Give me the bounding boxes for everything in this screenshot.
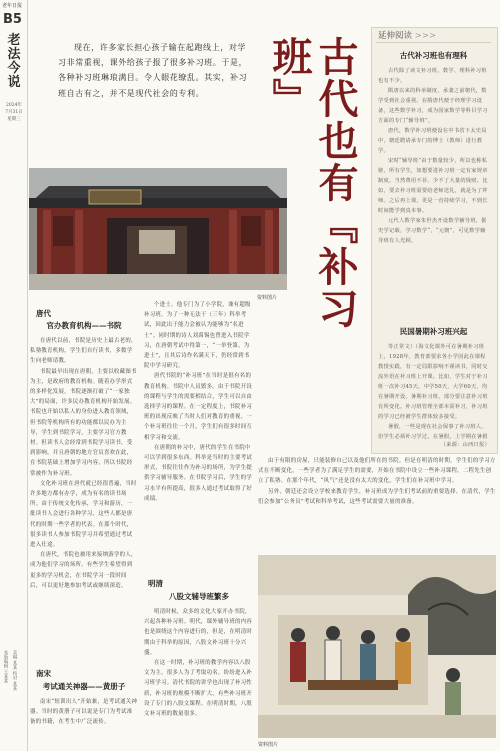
sidebar-a1-p5: 元代人数学家朱世杰开设数学辅导班，据史学记载，学习数学“，“元朝”，可见数学辅导班有人光顾。: [378, 218, 487, 244]
song-dynasty-heading: 南宋: [36, 669, 51, 678]
section-line-2: 今说: [7, 61, 21, 90]
academy-gate-illustration: [29, 168, 287, 290]
date-year: 2024年: [6, 103, 22, 108]
song-body-p1: 南宋“短训出人”开始兼，是考试通关神器。当时的黄册子可以说是专门为考试准备的书籍，在考生中广泛流传。: [30, 699, 138, 726]
ancient-painting-photo: [258, 555, 496, 738]
tang-subtitle: 官办教育机构——书院: [46, 321, 122, 330]
intro-paragraph: [58, 40, 252, 101]
ming-body-p1: 明清时候，众多的文化大家开办书院，兴起各种补习班。明代，课外辅导班的内容也是围绕这个内容进行的，但是，在明清时期由于科举的原因，八股文补习班十分兴盛。: [144, 609, 253, 656]
page-number: B5: [3, 12, 22, 27]
photo2-credit: 资料图片: [258, 742, 279, 748]
ming-dynasty-heading: 明清: [148, 579, 163, 588]
masthead: 老年日报: [2, 3, 23, 9]
scholars-painting-illustration: [258, 555, 496, 738]
sidebar-a1-p1: 古代除了读文补习班，数学、理科补习班也有不少。: [378, 68, 487, 84]
sidebar-a2-p1: 等正常文）（海文化课外可在暑期补习班上，1928年，教育部要求各小学因此在课程教授实践，有一定局限影响不谨读书，同时交流外语在补习班上开课。比如，学生对于补习班一次补习45天，中学50天，大学60天，均在暑期开设。暑期补习班，部分要注意补习班有所变化。补习班管理全部本需补习，补习班的学习已经被学生群体较多接受。: [378, 344, 488, 420]
tang-col2-p2: 唐代书院的“补习班”在当时是很有名的教育机构。书院中人员繁多。由于书院开设的课程与学生的需要相结合，学生可以自由选择学习的课程。在一定程度上，书院补习班的出现反映了当时人们对教育的重视。一个补习班往往一个月，学生们有很多时间互相学习和交流。: [144, 373, 253, 441]
ming-subtitle: 八股文辅导班繁多: [169, 592, 229, 601]
tang-col1: [30, 336, 138, 656]
sidebar-arrows: >>>: [414, 31, 437, 41]
sidebar-header-text: 延伸阅读: [378, 31, 413, 41]
main-title: 古代也有『补习班』: [266, 36, 359, 330]
ming-body-p2: 在这一时期，补习班的教学内容以八股文为主。很多人为了考取功名，纷纷进入补习班学习。清代书院的讲学也出现了补习性质，补习班的规模不断扩大，有些补习班开设了专门的八股文课程。在明清时期，八股文补习班的数量很多。: [144, 660, 253, 718]
ming-body: [144, 607, 254, 747]
section-name: [4, 34, 24, 90]
tang-dynasty-heading: 唐代: [36, 309, 51, 318]
song-subtitle: 考试通关神器——黄册子: [42, 682, 126, 691]
designer-credit: 美编 某某 校对 某某: [12, 650, 17, 691]
tang-col1-p3: 文化补习班在唐代就已经很普遍，当时许多地方都有办学，成为有名的读书场所。由于传统文化传承，学习和游历，一批读书人会进行各种学习，这些人都是唐代的时期一些学者的代表。在那个时代，很多读书人参加书院学习并希望通过考试进入仕途。: [30, 480, 137, 549]
tang-col1-p1: 在唐代以前，书院是历史上最古老的，私塾教育机构，学生们自行读书，多数学生向老师请教。: [30, 338, 137, 365]
editor-credit: 本版编辑 王某某: [3, 650, 8, 683]
sidebar-a2-p2: 暑假，一些是现在社会保事了补习班人，但学生必须补习学过。在暑假，上学期在暑假: [378, 424, 488, 440]
right-col-text: [258, 456, 496, 548]
tang-col1-p4: 在唐代，书院也被用来接纳游学的人，成为他们学习的场所。有些学生希望得到更多的学习机会，在书院学习一段时间后，可以更好地参加考试或继续深造。: [30, 552, 137, 589]
date-info: [3, 102, 25, 123]
sidebar-source: （来源：山西日报）: [440, 442, 490, 448]
intro-text: 现在，许多家长担心孩子输在起跑线上，对学习非常重视，课外给孩子报了很多补习班。于是，各种补习班琳琅满目。令人眼花缭乱。其实，补习班自古有之，并不是现代社会的专利。: [58, 43, 248, 98]
tang-col2-p3: 在唐朝的补习中，唐代的学生在书院中可以学到很多东西。科举是当时的主要考试形式，书院往往作为补习的场所，为学生提供学习辅导服务。在书院学习后，学生的学习水平有所提高，很多人通过考试取得了好成绩。: [144, 444, 253, 502]
date-weekday: 星期三: [7, 117, 21, 122]
tang-col2: [144, 300, 254, 570]
sidebar-a1-p4: 宋时“辅导班”由于数量较少，所以也称私塾，所有学生，如想要进补习班一定有家规章制度。当然费用不菲，少不了大量的钱财。比如，要去补习班需要给老师送礼，就是为了拜师。之后再上课，更是一直持续学习，不到长时间能学到真本事。: [378, 158, 488, 214]
sidebar-article2-body: [378, 342, 490, 442]
photo1-credit: 资料图片: [257, 295, 278, 301]
sidebar-article1-body: [378, 66, 490, 280]
right-col-p2: 另外，朝廷还会设立学校来教育学生，补习班成为学生们考试前的重要选择。在清代，学生们会参加“公务员”考试和科举考试，这些考试需要大量的准备。: [258, 488, 496, 505]
tang-col1-p2: 书院最早出现在唐朝，主要以收藏图书为主，是政府的教育机构。随着办学形式的多样化发展，书院逐渐打破了“一家独大”的局面，许多民办教育机构开始发展。书院也开始以私人的身份进入教育领域，但书院等机构所有的功能都以民办为主导，学生到书院学习，主要学习官方教材。但读书人会经常到书院学习读书，受到影响，并且唐朝的地方官员喜欢在此，在书院基础上增加学习内容，所以书院经常被作为补习班。: [30, 368, 137, 477]
date-day: 7月31日: [5, 110, 23, 115]
song-body: [30, 697, 138, 747]
academy-gate-photo: [29, 168, 287, 290]
right-col-p1: 由于有限的房屋，只能装修自己以及他们所在的书院。但是在明清的时期，学生们的学习方式在不断变化，一些学者为了满足学生的需要，开始在书院中设立一些补习课程。二程先生创立了私塾。在那个年代，“风气”还是没有太大的变化，学生们在补习班中学习。: [258, 458, 496, 485]
sidebar-a1-p3: 唐代，数学补习班便设在中书省下太史局中，朝廷聘请承专门的博士（教师）进行教学。: [378, 128, 487, 154]
sidebar-a1-p2: 隋唐以来的科举制度，承袭之前朝代，数学受到社会重视。在隋唐代便于经理学习设备，这些数学补习，成为国家数学等科目学习方面的专门“辅导班”。: [378, 88, 488, 124]
sidebar-header: [378, 29, 436, 41]
sidebar-rule: [376, 42, 491, 43]
sidebar-article1-title: 古代补习班也有理科: [399, 51, 468, 60]
tang-col2-p1: 个进士。他专门为了小学院，兼有超级补习班。为了一种无法干（三年）科举考试，因此出于能力会被认为能够为“名进士”。同时期的诗人刘禹锡也曾进入书院学习，在唐朝考试中得第一，“一举登第，为进士”，且其后诗作名满天下，仍经常到书院中学习研究。: [144, 302, 251, 370]
section-line-1: 老法: [7, 33, 21, 62]
sidebar-article2-title: 民国暑期补习班兴起: [399, 327, 468, 336]
